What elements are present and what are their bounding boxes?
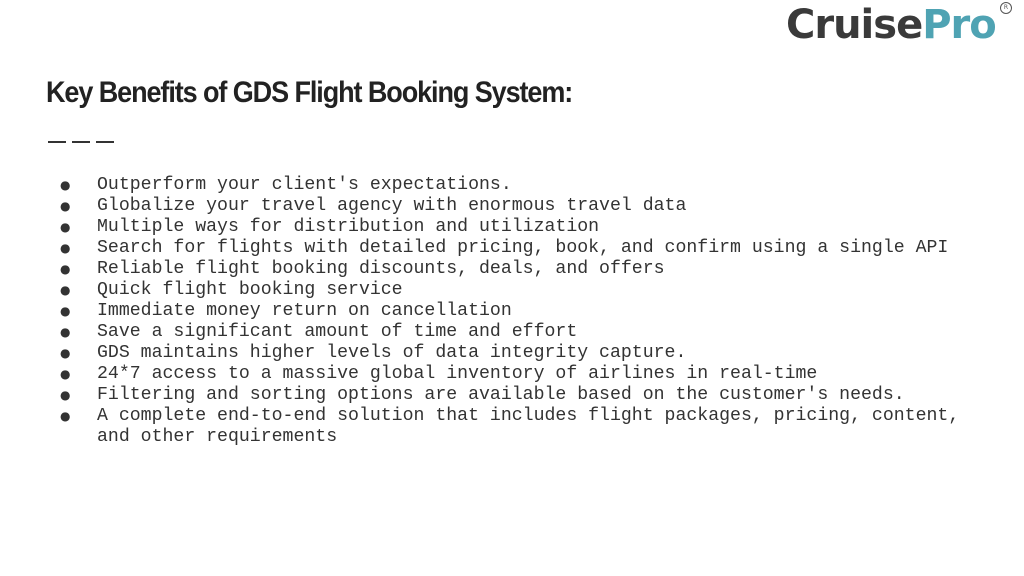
benefit-text: Search for flights with detailed pricing, book, and confirm using a single API	[97, 238, 949, 258]
benefit-text: Globalize your travel agency with enormous travel data	[97, 196, 687, 216]
logo-text-pro: Pro	[922, 2, 996, 48]
slide-title: Key Benefits of GDS Flight Booking System:	[46, 76, 573, 109]
benefit-text: Save a significant amount of time and effort	[97, 322, 578, 342]
list-item	[60, 385, 1000, 406]
list-item	[60, 343, 1000, 364]
benefits-list	[60, 175, 1000, 448]
benefit-text: 24*7 access to a massive global inventory of airlines in real-time	[97, 364, 818, 384]
list-item	[60, 322, 1000, 343]
benefit-text: Immediate money return on cancellation	[97, 301, 512, 321]
benefit-text: A complete end-to-end solution that includes flight packages, pricing, content, and other requirements	[97, 406, 960, 447]
list-item	[60, 175, 1000, 196]
list-item	[60, 217, 1000, 238]
bullet-dot-icon: ●	[60, 409, 71, 423]
registered-mark-icon: R	[1000, 2, 1012, 14]
bullet-dot-icon: ●	[60, 241, 71, 255]
benefit-text: Multiple ways for distribution and utilization	[97, 217, 600, 237]
list-item	[60, 364, 1000, 385]
bullet-dot-icon: ●	[60, 199, 71, 213]
bullet-dot-icon: ●	[60, 346, 71, 360]
bullet-dot-icon: ●	[60, 220, 71, 234]
list-item	[60, 280, 1000, 301]
bullet-dot-icon: ●	[60, 388, 71, 402]
cruisepro-logo	[786, 2, 1014, 48]
benefit-text: Outperform your client's expectations.	[97, 175, 512, 195]
list-item	[60, 238, 1000, 259]
bullet-dot-icon: ●	[60, 367, 71, 381]
list-item	[60, 406, 1000, 448]
bullet-dot-icon: ●	[60, 325, 71, 339]
benefit-text: Reliable flight booking discounts, deals, and offers	[97, 259, 665, 279]
list-item	[60, 301, 1000, 322]
list-item	[60, 259, 1000, 280]
logo-text-cruise: Cruise	[786, 2, 923, 48]
benefit-text: GDS maintains higher levels of data integrity capture.	[97, 343, 687, 363]
benefit-text: Filtering and sorting options are available based on the customer's needs.	[97, 385, 905, 405]
bullet-dot-icon: ●	[60, 304, 71, 318]
bullet-dot-icon: ●	[60, 178, 71, 192]
title-underline-divider	[48, 141, 114, 143]
bullet-dot-icon: ●	[60, 262, 71, 276]
bullet-dot-icon: ●	[60, 283, 71, 297]
benefit-text: Quick flight booking service	[97, 280, 403, 300]
logo-wordmark	[786, 2, 996, 48]
list-item	[60, 196, 1000, 217]
